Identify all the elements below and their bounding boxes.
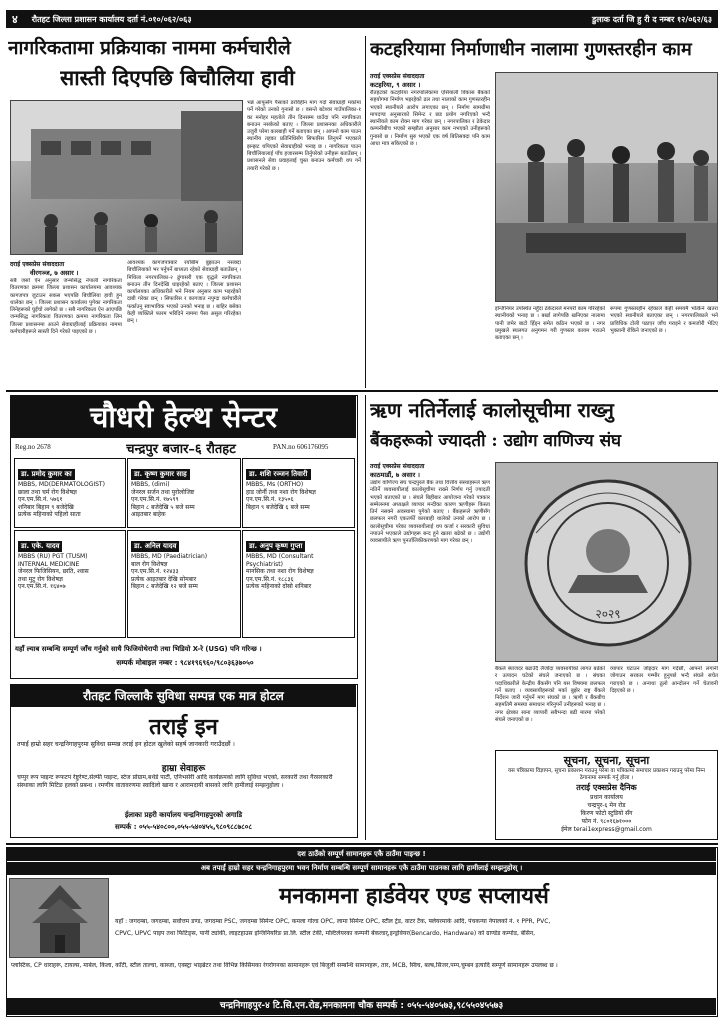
health-services-note: यहाँ ल्याब सम्बन्धि सम्पूर्ण जाँच गर्नुको साथै फिजियोथेरापी तथा भिडियो X-रे (USG) पनि गरिन्छ । (15, 645, 262, 653)
hotel-services: चप्पुर रूप प्वइन्ट रूफटप रेष्टुरेण्ट,सेल्फी प्वइन्ट, स्टेज प्रोग्राम,बर्थडे पार्टी, एनिभर्सरी आदि कार्यक्रमको लागि सुविधा भएको, सरकारी तथा गैरसरकारी संस्थाका लागि मिटिङ हलको प्रबन्ध । रमणीय वातावरणमा स्वादिलो खाना र आरामदायी बासको लागि हामीलाई सम्झनुहोला । (17, 774, 333, 789)
hotel-intro: तपाईं हाम्रो सहर चन्द्रनिगाहपुरमा सुविधा सम्पन्न तराई इन होटल खुलेको सहर्ष जानकारी गराउँदछौं । (17, 741, 235, 748)
page-number: ४ (12, 12, 18, 26)
notice-paper-name: तराई एक्सप्रेस दैनिक (576, 782, 637, 792)
health-pan-no: PAN.no 606176095 (273, 443, 329, 451)
hardware-products-1: यहाँ : जगदम्बा, जगदम्बा, सर्वोत्तम डण्ड, जगदम्बा PSC, जगदम्बा सिमेन्ट OPC, कमला गोल्ड OPC, लामा सिमेन्ट OPC, स्टील ट्रेड, वाटर टैंक, फ्लेयरमार्क आदि, पंचकन्या नेपालको नं. १ PPR, PVC, (115, 918, 551, 925)
story1-credit: दराई एक्सप्रेस संवाददाता (10, 261, 65, 268)
hotel-services-title: हाम्रा सेवाहरू (161, 764, 206, 774)
doctor-card: डा. अनुप कृष्ण गुप्ता MBBS, MD (Consultant Psychiatrist) मानसिक तथा नशा रोग विशेषज्ञ एन.एम.सि.नं. १८८३६ प्रत्येक महिनाको दोस्रो शनिबार (242, 530, 355, 638)
notice-address: चन्द्रपुर-६ मेन रोड (587, 802, 626, 809)
story2-headline: कटहरियामा निर्माणाधीन नालामा गुणस्तरहीन काम (370, 39, 692, 60)
notice-office: प्रधान कार्यालय (590, 794, 623, 801)
temple-photo-graphic (10, 879, 109, 958)
health-contact: सम्पर्क मोबाइल नम्बर : ९८४१९६९६०/९८०३६३७०५० (116, 658, 254, 667)
doctor-name: डा. अनुप कृष्ण गुप्ता (246, 541, 305, 552)
story1-headline-line2: सास्ती दिएपछि बिचौलिया हावी (60, 65, 295, 90)
section-divider (6, 390, 718, 392)
story1-dateline: वीरगञ्ज, ७ असार । (30, 269, 79, 277)
hardware-ad (6, 847, 718, 1017)
hardware-top-banner: दश ठाउँको सम्पूर्ण सामानहरू एकै ठाउँमा पाइन्छ ! (7, 848, 716, 861)
story3-seal-photo (495, 462, 718, 662)
story1-headline-line1: नागरिकतामा प्रक्रियाका नाममा कर्मचारीले (8, 37, 291, 59)
hotel-name: तराई इन (149, 714, 218, 740)
doctor-name: डा. प्रमोद कुमार का (18, 469, 75, 480)
building-photo-graphic (11, 101, 243, 255)
notice-box (495, 750, 718, 840)
hardware-subheading: अब तपाईं हाम्रो सहर चन्द्रनिगाहपुरमा भवन निर्माण सम्बन्धि सम्पूर्ण सामानहरू एकै ठाउँमा पाउनका लागि हामीलाई सम्झनुहोस् । (7, 862, 716, 875)
story1-column-3: भन्ने आफूसँग पैसाको डरविहीन माग गर्दा सेवाग्राही मर्कामा पर्ने गरेको उनको गुनासो छ । वसन्ते बटेश्वर गाउँपालिका-१ का मनोहर महतोले तीन दिनसम्म धाउँदा पनि नागरिकता बनाउन नसकेको बताए । जिल्ला प्रशासनका अधिकारीले उजुरी परेमा कारबाही गर्ने बताएका छन् । आफ्नो काम पाउन स्थानीय तहका प्रतिनिधिसँग सिफारिस लिनुपर्ने भएकाले झन्झट थपिएको सेवाग्राहीको भनाइ छ । नागरिकता पाउन बिचौलियालाई पाँच हजारसम्म तिर्नुपरेको उनीहरू बताउँछन् । प्रशासनले सेवा प्रवाहलाई चुस्त बनाउन कर्मचारी थप गर्ने तयारी गरेको छ । (247, 100, 361, 172)
story3-credit: तराई एक्सप्रेस संवाददाता (370, 463, 425, 470)
notice-email: ईमेल terai1express@gmail.com (561, 826, 652, 833)
story2-column-1: रौतहटको कटहरिया नगरपालिकामा एसियाली विकास बैंकको सहयोगमा निर्माण भइरहेको ढल तथा नालाको काम गुणस्तरहीन भएको स्थानीयले आरोप लगाएका छन् । निर्माण सामग्रीमा मापदण्ड अनुसारको सिमेन्ट र छड प्रयोग नगरिएको भन्दै स्थानीयले काम रोक्न माग गरेका छन् । नगरपालिका र ठेकेदार कम्पनीबीच भएको सम्झौता अनुसार काम नभएको उनीहरूको गुनासो छ । निर्माण सुरु भएको एक वर्ष बितिसक्दा पनि काम आधा मात्र सकिएको छ । (370, 90, 490, 148)
chamber-seal-graphic (496, 463, 718, 662)
notice-title: सूचना, सूचना, सूचना (563, 754, 650, 767)
health-center-ad (10, 395, 358, 679)
doctor-name: डा. शशि रञ्जन तिवारी (246, 469, 311, 480)
story3-dateline: काठमाडौं, ७ असार । (370, 471, 420, 479)
story2-dateline: कटहरिया, ९ असार । (370, 81, 421, 89)
hardware-contact-bar: चन्द्रनिगाहपुर-४ टि.सि.एन.रोड,मनकामना चौक सम्पर्क : ०५५-५४०५७३,९८५५०४५५७३ (7, 998, 716, 1015)
hotel-tagline: रौतहट जिल्लाकै सुविधा सम्पन्न एक मात्र होटल (11, 685, 356, 707)
hotel-contact: सम्पर्क : ०५५-५४०८००,०५५-५४०४५५,९८०९८८७८०८ (114, 823, 253, 831)
story2-column-3: रूपमा गुणस्तरहीन रहेकाले केही समयमै भत्किने खतरा भएको स्थानीयले बताएका छन् । नगरपालिकाले भने प्राविधिक टोली पठाएर जाँच गराइने र कमजोरी भेटिए भुक्तानी रोकिने जनाएको छ । (610, 306, 718, 334)
column-divider (365, 395, 366, 840)
doctor-card: डा. एके. यादव MBBS (RU) PGT (TUSM) INTERNAL MEDICINE जेनरल फिजिसियन, छाति, श्वास तथा मुटु रोग विशेषज्ञ एन.एम.सि.नं. १६४०७ (14, 530, 126, 638)
hotel-ad (10, 684, 358, 838)
doctor-card: डा. अनिल यादव MBBS, MD (Paediatrician) बाल रोग विशेषज्ञ एन.एम.सि.नं. १२४३३ प्रत्येक आइतबार देखि सोमबार बिहान ८ बजेदेखि १२ बजे सम्म (127, 530, 241, 638)
story3-column-2: बैंकले ब्याजदर बढाउँदै लैजाँदा व्यवसायीको लागत बढेको र उत्पादन घटेको संघले जनाएको छ । संघका पदाधिकारीले केन्द्रीय बैंकसँग पनि यस विषयमा छलफल गर्ने बताए । व्यवसायीहरूको मर्का बुझेर राष्ट्र बैंकले निर्देशन जारी गर्नुपर्ने माग संघको छ । ऋणी र बैंकबीच सहमतिमै समस्या समाधान गरिनुपर्ने उनीहरूको भनाइ छ । नगर क्षेत्रका साना व्यापारी सबैभन्दा बढी मारमा परेको संघले जनाएको छ । (495, 666, 605, 724)
health-reg-no: Reg.no 2678 (15, 443, 51, 451)
notice-body: यस पत्रिकामा विज्ञापन, सूचना प्रकाशन गराउनु परेमा वा पत्रिकामा समाचार प्रकाशन गराउनु परेमा निम्न ठेगानामा सम्पर्क गर्नु होला । (507, 768, 706, 781)
story2-photo (495, 72, 718, 302)
story3-headline-line2: बैंकहरूको ज्यादती : उद्योग वाणिज्य संघ (370, 431, 622, 451)
doctor-name: डा. एके. यादव (18, 541, 62, 552)
hotel-location: ईलाका प्रहरी कार्यालय चन्द्रनिगाहपुरको अगाडि (124, 811, 243, 819)
hardware-products-2: CPVC, UPVC पाइप तथा फिटिङ्स, पानी ट्यांकी, लाइटहाउस इन्जिनियरिङ प्रा.लि. स्टील टंकी, मल्टिलेयरका कम्पनी बेंकल्डर्,इन्ड्रोवेयर(Bencardo, Handware) को ग्राण्डेड कम्पोड, बेसिन, (115, 930, 536, 937)
health-center-title: चौधरी हेल्थ सेन्टर (11, 396, 356, 438)
story1-column-2: आवश्यक कागजपत्रबारे रयाँबीम बुझाउन नसक्दा बिचौलियाको भर पर्नुपर्ने बाध्यता रहेको सेवाग्राही बताउँछन् । मिथिला नगरपालिका-२ ढुंगासरी एक वृद्धले नागरिकता बनाउन तीन दिनदेखि धाइरहेको बताए । जिल्ला प्रशासन कार्यालयका अधिकारीले भने नियम अनुसार काम भइरहेको दाबी गरेका छन् । सिफारिस र कागजात नपुग्दा कर्मचारीले फर्काउनु स्वाभाविक भएको उनको भनाइ छ । बाहिर बसेका केही व्यक्तिले फारम भरिदिने नाममा पैसा असुल गरिरहेका छन् । (127, 260, 241, 325)
drain-site-photo-graphic (496, 73, 718, 302)
header-registration: रौतहट जिल्ला प्रशासन कार्यालय दर्ता नं.०१०/०६२/०६३ (31, 14, 192, 24)
hardware-photo (9, 878, 109, 958)
doctor-name: डा. अनिल यादव (131, 541, 179, 552)
doctor-name: डा. कृष्ण कुमार साह (131, 469, 190, 480)
health-center-address: चन्द्रपुर बजार–६ रौतहट (126, 442, 236, 457)
story2-credit: तराई एक्सप्रेस संवाददाता (370, 73, 425, 80)
story1-photo (10, 100, 243, 255)
doctor-card: डा. कृष्ण कुमार साह MBBS, (dimi) जेनरल सर्जन तथा युरोलोजिष्ट एन.एम.सि.नं. १७५९९ बिहान ८ बजेदेखि ५ बजे सम्म आइतबार बाहेक (127, 458, 241, 528)
story3-column-3: व्यापार घटाउन जोइदार माग गर्दछौं, आफ्नो लगानी जोगाउन सरकार गम्भीर हुनुपर्छ भन्दै संघले सचेत गराएको छ । अन्यथा ठूलो आन्दोलन गर्ने चेतावनी दिइएको छ । (610, 666, 718, 694)
story3-column-1: उद्योग वाणिज्य संघ चन्द्रपुरले बैंक तथा वित्तीय संस्थाहरूले ऋण नतिर्ने व्यवसायीलाई कालोसूचीमा राख्ने निर्णय गर्नु ज्यादती भएको बताएको छ । संघले बिहीबार आयोजना गरेको पत्रकार सम्मेलनमा अध्यक्षले व्यापार मन्दीका कारण ऋणीहरू किस्ता तिर्न नसक्ने अवस्थामा पुगेको बताए । बैंकहरूले ऋणीसँग छलफल नगरी एकतर्फी कारबाही थालेको उनको आरोप छ । कालोसूचीमा परेका व्यवसायीलाई थप कर्जा र सरकारी सुविधा नपाउने भएकाले उद्योगहरू बन्द हुने खतरा बढेको छ । उद्योगी व्यवसायीले ऋण पुनर्तालिकीकरणको माग गरेका छन् । (370, 480, 490, 545)
story2-column-2: इन्जिनियर उपस्थित नहुँदा ठेकेदारले मनपरी काम गरिरहेको स्थानीयको भनाइ छ । बर्खा लागेपछि खनिएका नालामा पानी जमेर बाटो हिँड्न समेत कठिन भएको छ । नगर प्रमुखले स्थलगत अनुगमन गरी गुणस्तर कायम गराउने बताएका छन् । (495, 306, 605, 342)
hardware-shop-name: मनकामना हार्डवेयर एण्ड सप्लायर्स (279, 883, 549, 909)
header-postal-registration: डुलाक दर्ता जि हु री द नम्बर १२/०६२/६३ (592, 14, 712, 24)
notice-studio: किरण फोटो स्टुडियो सँग (580, 810, 633, 817)
column-divider (365, 36, 366, 388)
story3-headline-line1: ऋण नतिर्नेलाई कालोसूचीमा राख्नु (370, 398, 614, 422)
header-bar (6, 10, 718, 28)
svg-text:२०२९: २०२९ (595, 607, 621, 621)
section-divider (6, 843, 718, 845)
hardware-products-3: प्लास्टिक, CP धाराहरू, टायल्स, मार्बल, किला, काँटी, स्टील ताल्चा, काब्जा, एक्स्ट्रा भाइब्रेटर तथा विभिन्न किसिमका रंगरोगनका सामानहरू एवं बिजुली सम्बन्धि सामानहरू, तार, MCB, स्विच, बल्ब,सिजर,पम्प,चुम्बन इत्यादि सम्पूर्ण सामानहरू उपलब्ध छ । (11, 962, 558, 969)
story1-column-1: सबै जसो ऐन अनुसार जन्मसिद्ध नेपाली नागरिकता वितरणका क्रममा जिल्ला प्रशासन कार्यालयमा आवश्यक कागजपत्र जुटाउन सकस भएपछि बिचौलिया हावी हुन थालेका छन् । जिल्ला प्रशासन कार्यालय पुगेका नागरिकता लिनेहरूको घुईंचो लागेको छ । सबै नागरिकता ऐन आएपछि जन्मसिद्ध नागरिकता वितरणका क्रममा नागरिकता लिन जिल्ला प्रशासनमा आउने सेवाग्राहीलाई प्रक्रियाका नाममा कर्मचारीहरूले सास्ती दिने गरेको पाइएको छ । (10, 278, 122, 336)
notice-phone: फोन नं. ९८०१६७१००० (581, 818, 632, 825)
doctor-card: डा. शशि रञ्जन तिवारी MBBS, Ms (ORTHO) हाड जोर्नी तथा नशा रोग विशेषज्ञ एन.एम.सि.नं. १३५०६ बिहान ९ बजेदेखि ६ बजे सम्म (242, 458, 355, 528)
doctor-card: डा. प्रमोद कुमार का MBBS, MD(DERMATOLOGIST) छाला तथा चर्म रोग विशेषज्ञ एन.एम.सि.नं. ५७६१ शनिबार बिहान ९ बजेदेखि प्रत्येक महिनाको पहिलो साता (14, 458, 126, 528)
